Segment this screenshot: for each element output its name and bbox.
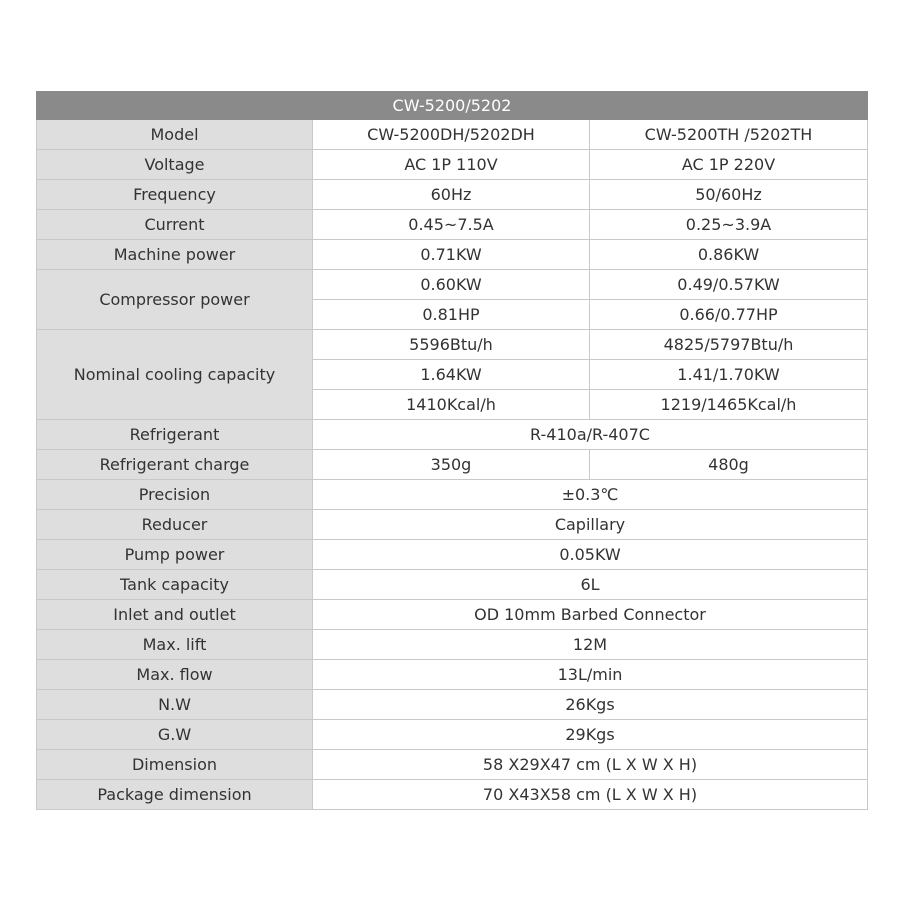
spec-table [36, 91, 868, 810]
table-row [37, 780, 868, 810]
table-title: CW-5200/5202 [37, 92, 868, 120]
row-label: Precision [37, 480, 313, 510]
row-label: Package dimension [37, 780, 313, 810]
cell-value: 0.60KW [313, 270, 590, 300]
cell-value: CW-5200TH /5202TH [590, 120, 868, 150]
row-label: Refrigerant charge [37, 450, 313, 480]
cell-value: 480g [590, 450, 868, 480]
row-label: Pump power [37, 540, 313, 570]
table-row [37, 570, 868, 600]
table-row [37, 120, 868, 150]
cell-value: 350g [313, 450, 590, 480]
row-label: Voltage [37, 150, 313, 180]
row-label: Nominal cooling capacity [37, 330, 313, 420]
cell-value: Capillary [313, 510, 868, 540]
cell-value: AC 1P 110V [313, 150, 590, 180]
cell-value: 0.86KW [590, 240, 868, 270]
table-row [37, 630, 868, 660]
row-label: Refrigerant [37, 420, 313, 450]
cell-value: 6L [313, 570, 868, 600]
cell-value: 50/60Hz [590, 180, 868, 210]
cell-value: 29Kgs [313, 720, 868, 750]
table-row [37, 240, 868, 270]
row-label: Machine power [37, 240, 313, 270]
spec-sheet [36, 91, 867, 810]
cell-value: 1.64KW [313, 360, 590, 390]
row-label: Tank capacity [37, 570, 313, 600]
table-row [37, 450, 868, 480]
cell-value: 1.41/1.70KW [590, 360, 868, 390]
row-label: Reducer [37, 510, 313, 540]
row-label: Frequency [37, 180, 313, 210]
table-row [37, 540, 868, 570]
table-row [37, 180, 868, 210]
cell-value: 0.71KW [313, 240, 590, 270]
table-row [37, 720, 868, 750]
row-label: Max. lift [37, 630, 313, 660]
cell-value: 60Hz [313, 180, 590, 210]
cell-value: R-410a/R-407C [313, 420, 868, 450]
table-row [37, 750, 868, 780]
table-row [37, 210, 868, 240]
row-label: Current [37, 210, 313, 240]
table-row [37, 510, 868, 540]
table-row [37, 150, 868, 180]
cell-value: 0.81HP [313, 300, 590, 330]
table-row [37, 270, 868, 300]
cell-value: 12M [313, 630, 868, 660]
cell-value: AC 1P 220V [590, 150, 868, 180]
table-row [37, 660, 868, 690]
row-label: Max. flow [37, 660, 313, 690]
cell-value: 5596Btu/h [313, 330, 590, 360]
cell-value: 0.45~7.5A [313, 210, 590, 240]
table-row [37, 690, 868, 720]
cell-value: 1410Kcal/h [313, 390, 590, 420]
table-row [37, 600, 868, 630]
cell-value: CW-5200DH/5202DH [313, 120, 590, 150]
cell-value: 58 X29X47 cm (L X W X H) [313, 750, 868, 780]
cell-value: ±0.3℃ [313, 480, 868, 510]
table-row [37, 480, 868, 510]
cell-value: 13L/min [313, 660, 868, 690]
cell-value: 1219/1465Kcal/h [590, 390, 868, 420]
table-row [37, 420, 868, 450]
cell-value: 70 X43X58 cm (L X W X H) [313, 780, 868, 810]
cell-value: 0.49/0.57KW [590, 270, 868, 300]
cell-value: 0.66/0.77HP [590, 300, 868, 330]
title-row [37, 92, 868, 120]
row-label: Model [37, 120, 313, 150]
row-label: Compressor power [37, 270, 313, 330]
cell-value: 26Kgs [313, 690, 868, 720]
row-label: N.W [37, 690, 313, 720]
row-label: Inlet and outlet [37, 600, 313, 630]
cell-value: 4825/5797Btu/h [590, 330, 868, 360]
row-label: G.W [37, 720, 313, 750]
cell-value: OD 10mm Barbed Connector [313, 600, 868, 630]
row-label: Dimension [37, 750, 313, 780]
cell-value: 0.25~3.9A [590, 210, 868, 240]
cell-value: 0.05KW [313, 540, 868, 570]
table-row [37, 330, 868, 360]
